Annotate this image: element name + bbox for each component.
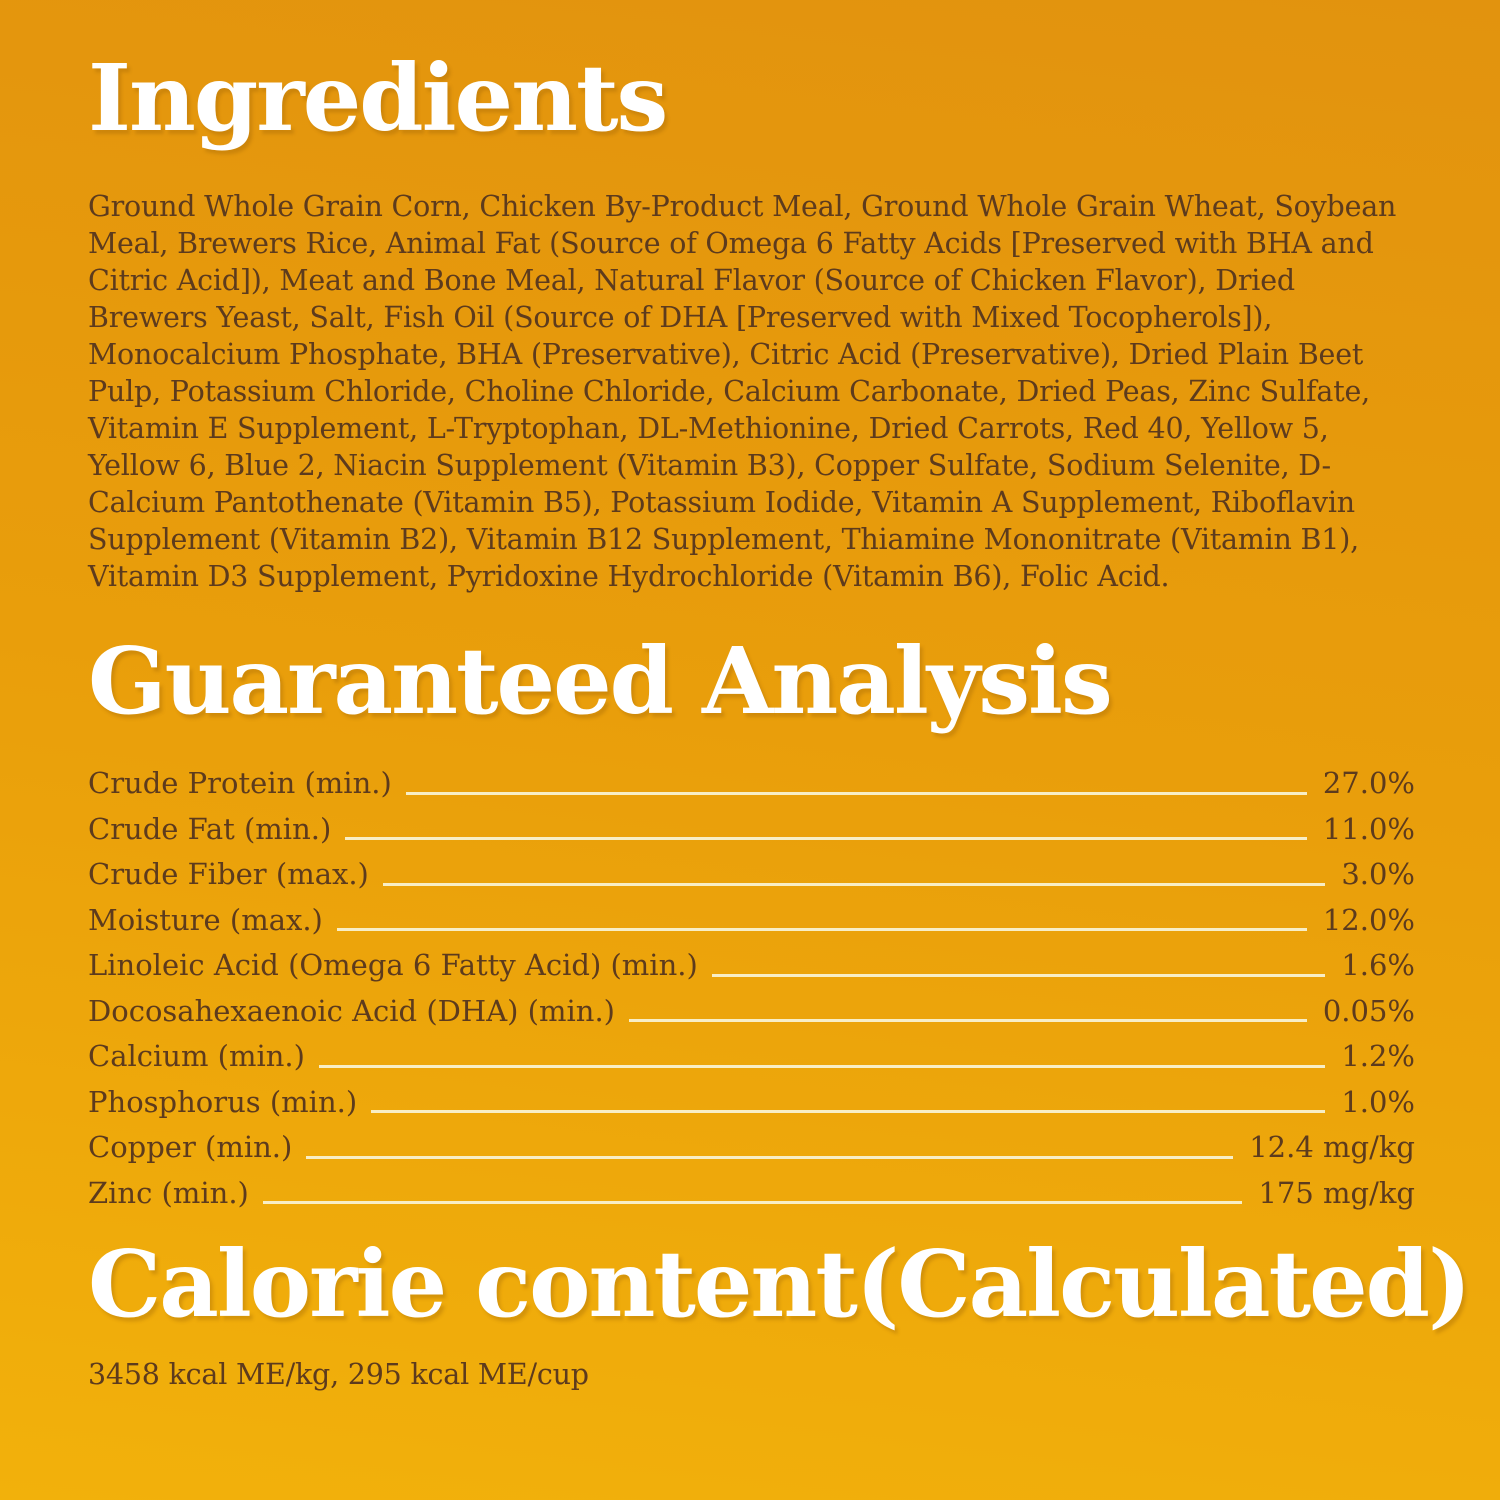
guaranteed-analysis-table — [88, 761, 1415, 1216]
analysis-label: Moisture (max.) — [88, 902, 323, 937]
analysis-value: 12.4 mg/kg — [1249, 1130, 1415, 1164]
leader-line — [345, 837, 1307, 840]
analysis-row-crude-fat — [88, 807, 1415, 853]
analysis-label: Crude Fat (min.) — [88, 811, 332, 846]
analysis-value: 11.0% — [1322, 811, 1415, 846]
ingredients-list-text: Ground Whole Grain Corn, Chicken By-Product Meal, Ground Whole Grain Wheat, Soybean Meal, Brewers Rice, Animal Fat (Source of Omega 6 Fatty Acids [Preserved with BHA and Citric Acid]), Meat and Bone Meal, Natural Flavor (Source of Chicken Flavor), Dried Brewers Yeast, Salt, Fish Oil (Source of DHA [Preserved with Mixed Tocopherols]), Monocalcium Phosphate, BHA (Preservative), Citric Acid (Preservative), Dried Plain Beet Pulp, Potassium Chloride, Choline Chloride, Calcium Carbonate, Dried Peas, Zinc Sulfate, Vitamin E Supplement, L-Tryptophan, DL-Methionine, Dried Carrots, Red 40, Yellow 5, Yellow 6, Blue 2, Niacin Supplement (Vitamin B3), Copper Sulfate, Sodium Selenite, D-Calcium Pantothenate (Vitamin B5), Potassium Iodide, Vitamin A Supplement, Riboflavin Supplement (Vitamin B2), Vitamin B12 Supplement, Thiamine Mononitrate (Vitamin B1), Vitamin D3 Supplement, Pyridoxine Hydrochloride (Vitamin B6), Folic Acid. — [88, 190, 1397, 593]
analysis-label: Crude Protein (min.) — [88, 766, 392, 800]
analysis-row-crude-protein — [88, 761, 1415, 807]
analysis-label: Calcium (min.) — [88, 1039, 305, 1073]
leader-line — [337, 928, 1307, 931]
calorie-value-text: 3458 kcal ME/kg, 295 kcal ME/cup — [88, 1358, 589, 1391]
calorie-heading-right: (Calculated) — [855, 1230, 1470, 1338]
analysis-label: Linoleic Acid (Omega 6 Fatty Acid) (min.) — [88, 948, 698, 982]
analysis-value: 1.2% — [1341, 1039, 1415, 1073]
analysis-row-linoleic-acid — [88, 943, 1415, 989]
analysis-label: Copper (min.) — [88, 1130, 293, 1164]
calorie-heading-left: Calorie content — [88, 1230, 856, 1338]
analysis-row-calcium — [88, 1034, 1415, 1080]
guaranteed-analysis-heading: Guaranteed Analysis — [88, 627, 1111, 735]
analysis-row-phosphorus — [88, 1080, 1415, 1126]
analysis-row-moisture — [88, 898, 1415, 944]
analysis-row-copper — [88, 1125, 1415, 1171]
calorie-content-heading — [88, 1230, 1470, 1338]
leader-line — [406, 792, 1307, 795]
leader-line — [319, 1065, 1325, 1068]
analysis-label: Docosahexaenoic Acid (DHA) (min.) — [88, 993, 615, 1028]
analysis-value: 175 mg/kg — [1258, 1175, 1415, 1210]
analysis-value: 0.05% — [1322, 993, 1415, 1028]
analysis-row-dha — [88, 989, 1415, 1035]
analysis-label: Crude Fiber (max.) — [88, 857, 369, 891]
analysis-value: 3.0% — [1341, 857, 1415, 891]
analysis-value: 1.0% — [1341, 1084, 1415, 1119]
leader-line — [306, 1156, 1233, 1159]
leader-line — [629, 1019, 1307, 1022]
leader-line — [383, 883, 1325, 886]
analysis-row-zinc — [88, 1171, 1415, 1217]
analysis-row-crude-fiber — [88, 852, 1415, 898]
analysis-value: 12.0% — [1322, 902, 1415, 937]
leader-line — [371, 1110, 1325, 1113]
analysis-value: 27.0% — [1322, 766, 1415, 800]
analysis-label: Phosphorus (min.) — [88, 1084, 358, 1119]
leader-line — [263, 1201, 1243, 1204]
analysis-value: 1.6% — [1341, 948, 1415, 982]
leader-line — [712, 974, 1326, 977]
ingredients-heading: Ingredients — [88, 44, 667, 152]
analysis-label: Zinc (min.) — [88, 1175, 249, 1210]
